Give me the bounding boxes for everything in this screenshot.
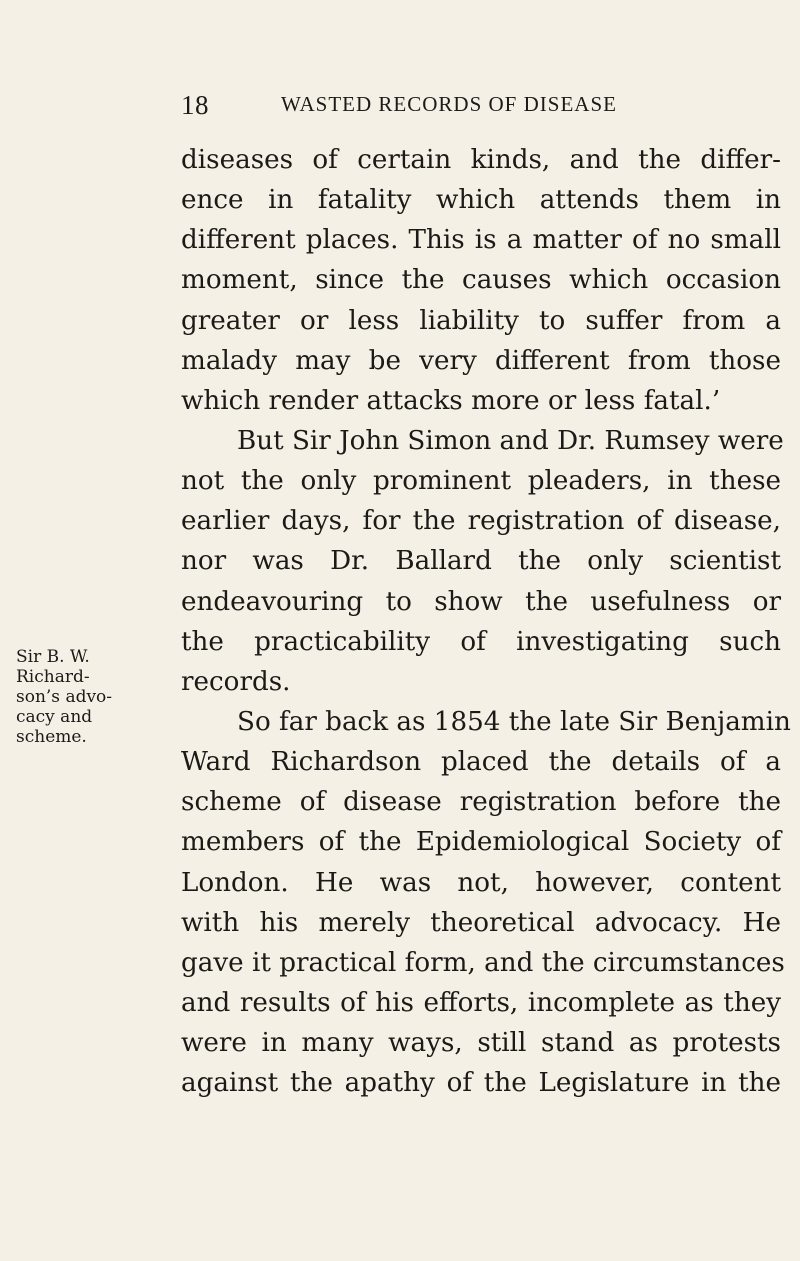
- text-line: greater or less liability to suffer from a: [181, 305, 781, 336]
- page-number: 18: [181, 90, 209, 120]
- margin-note-line: son’s advo-: [16, 687, 113, 707]
- text-line: earlier days, for the registration of disease,: [181, 506, 781, 537]
- text-line: endeavouring to show the usefulness or: [181, 586, 781, 617]
- text-line: gave it practical form, and the circumstances: [181, 947, 785, 978]
- text-line: moment, since the causes which occasion: [181, 265, 781, 296]
- text-line: records.: [181, 666, 291, 697]
- text-line: Ward Richardson placed the details of a: [181, 747, 781, 778]
- text-line: nor was Dr. Ballard the only scientist: [181, 546, 781, 577]
- margin-note: [16, 647, 176, 747]
- margin-note-line: scheme.: [16, 727, 87, 747]
- body-text: [181, 140, 791, 1103]
- text-line: ence in fatality which attends them in: [181, 185, 781, 216]
- text-line: were in many ways, still stand as protests: [181, 1028, 781, 1059]
- text-line: with his merely theoretical advocacy. He: [181, 907, 781, 938]
- text-line: London. He was not, however, content: [181, 867, 781, 898]
- page-header: [181, 90, 781, 120]
- text-line: and results of his efforts, incomplete as they: [181, 987, 781, 1018]
- margin-note-line: Sir B. W.: [16, 647, 90, 667]
- paragraph-start-line: But Sir John Simon and Dr. Rumsey were: [237, 425, 784, 456]
- text-line: not the only prominent pleaders, in these: [181, 466, 781, 497]
- text-line: different places. This is a matter of no small: [181, 225, 781, 256]
- text-line: members of the Epidemiological Society of: [181, 827, 781, 858]
- text-line: diseases of certain kinds, and the differ-: [181, 145, 781, 175]
- running-title: WASTED RECORDS OF DISEASE: [281, 92, 617, 116]
- text-line: which render attacks more or less fatal.’: [181, 385, 721, 416]
- text-line: malady may be very different from those: [181, 345, 781, 376]
- text-line: against the apathy of the Legislature in the: [181, 1068, 781, 1099]
- margin-note-line: Richard-: [16, 667, 90, 687]
- text-line: the practicability of investigating such: [181, 626, 781, 657]
- margin-note-line: cacy and: [16, 707, 93, 727]
- paragraph-start-line: So far back as 1854 the late Sir Benjamin: [237, 706, 791, 737]
- text-line: scheme of disease registration before the: [181, 787, 781, 818]
